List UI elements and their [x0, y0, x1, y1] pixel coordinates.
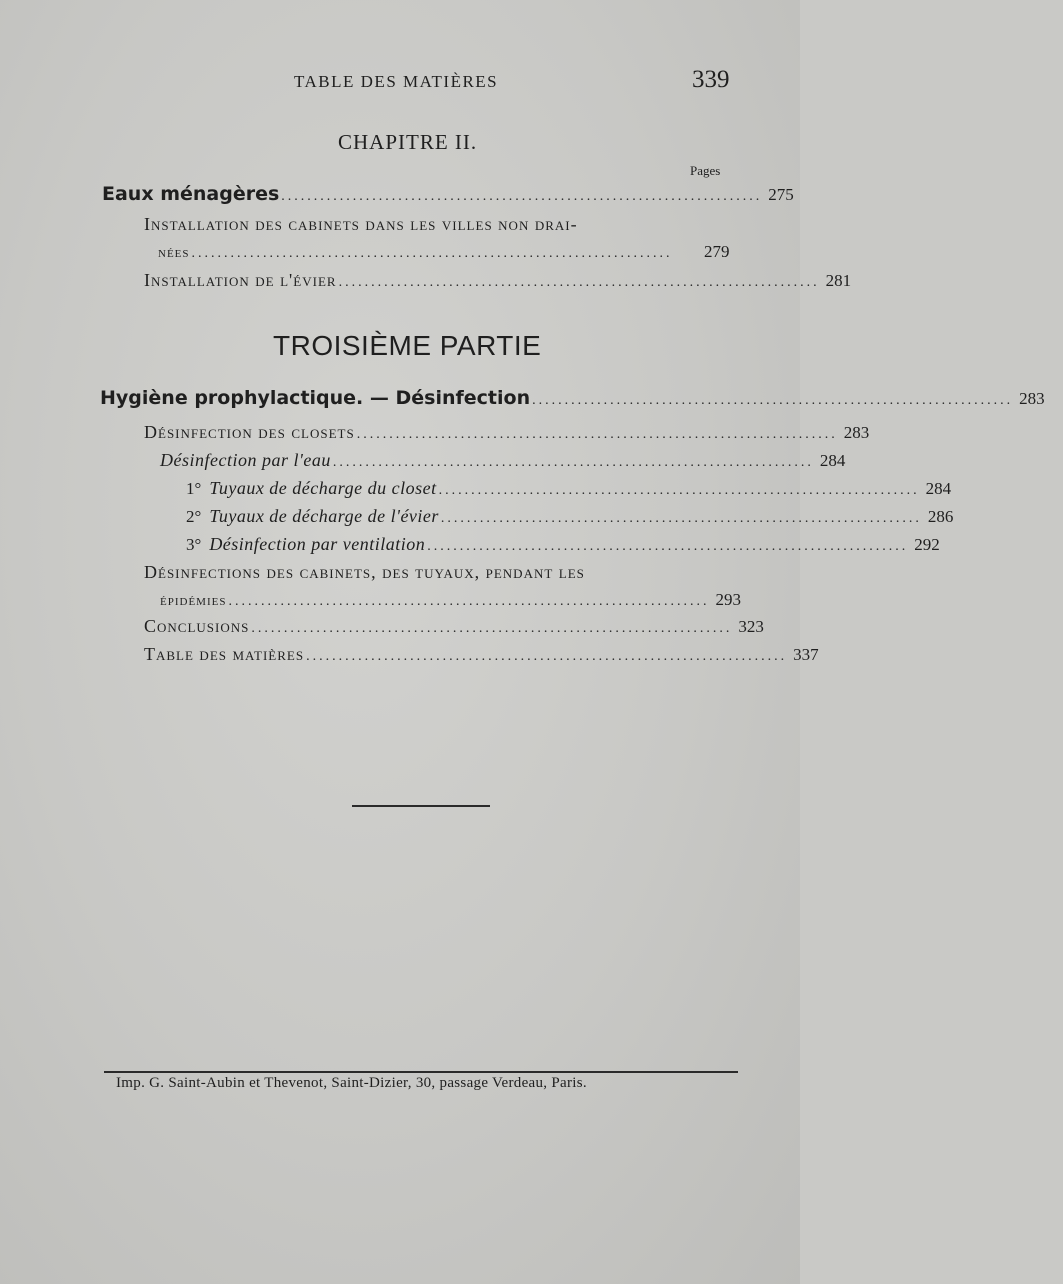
leader-dots: ..........................................................................	[438, 483, 920, 498]
toc-entry-table-matieres	[144, 640, 819, 668]
running-title: TABLE DES MATIÈRES	[294, 72, 499, 91]
toc-entry-text: Désinfection des closets	[144, 422, 355, 442]
toc-entry-page: 323	[738, 617, 764, 636]
toc-entry-installation-evier	[144, 266, 852, 294]
toc-entry-page: 279	[704, 242, 730, 261]
toc-entry-hygiene	[100, 384, 1045, 412]
toc-entry-installation-cabinets-cont	[158, 238, 748, 266]
toc-entry-text: Désinfection par l'eau	[160, 450, 331, 470]
toc-entry-page: 284	[819, 451, 846, 470]
toc-entry-desinfections-cabinets-cont	[160, 586, 748, 614]
toc-entry-continuation: nées	[158, 245, 190, 261]
toc-entry-desinfection-closets	[144, 418, 870, 446]
toc-entry-eaux-menageres	[102, 180, 794, 208]
toc-entry-page: 293	[715, 590, 741, 609]
toc-entry-text: Table des matières	[144, 644, 305, 664]
leader-dots: ..........................................................................	[228, 594, 710, 609]
leader-dots: ..........................................................................	[356, 427, 838, 442]
toc-entry-page: 286	[927, 507, 954, 526]
leader-dots: ..........................................................................	[281, 189, 763, 204]
toc-entry-conclusions	[144, 612, 764, 640]
toc-entry-tuyaux-evier	[186, 502, 954, 530]
toc-entry-text: Hygiène prophylactique. — Désinfection	[100, 387, 531, 409]
leader-dots: ..........................................................................	[191, 246, 673, 261]
toc-entry-page: 275	[768, 185, 794, 204]
toc-entry-text: Eaux ménagères	[102, 183, 280, 205]
pages-column-label: Pages	[690, 163, 721, 178]
toc-entry-page: 337	[793, 645, 819, 664]
toc-entry-number: 2°	[186, 507, 202, 526]
printer-imprint: Imp. G. Saint-Aubin et Thevenot, Saint-Dizier, 30, passage Verdeau, Paris.	[116, 1075, 587, 1091]
toc-entry-text: Conclusions	[144, 616, 250, 636]
leader-dots: ..........................................................................	[427, 539, 909, 554]
toc-entry-page: 281	[825, 271, 852, 290]
leader-dots: ..........................................................................	[440, 511, 922, 526]
part-heading: TROISIÈME PARTIE	[273, 330, 542, 361]
toc-entry-text: Installation de l'évier	[144, 270, 337, 290]
toc-entry-desinfections-cabinets: Désinfections des cabinets, des tuyaux, pendant les	[144, 562, 585, 582]
toc-entry-tuyaux-closet	[186, 474, 952, 502]
toc-entry-installation-cabinets: Installation des cabinets dans les villes non drai-	[144, 214, 578, 234]
toc-entry-page: 283	[1019, 389, 1045, 408]
page-number: 339	[692, 66, 730, 93]
toc-entry-page: 284	[925, 479, 952, 498]
toc-entry-text: Tuyaux de décharge de l'évier	[209, 506, 439, 526]
leader-dots: ..........................................................................	[338, 275, 820, 290]
toc-entry-continuation: épidémies	[160, 593, 227, 609]
toc-entry-text: Désinfection par ventilation	[209, 534, 426, 554]
leader-dots: ..........................................................................	[306, 649, 788, 664]
leader-dots: ..........................................................................	[251, 621, 733, 636]
toc-entry-page: 283	[843, 423, 870, 442]
toc-entry-number: 1°	[186, 479, 202, 498]
leader-dots: ..........................................................................	[332, 455, 814, 470]
toc-entry-ventilation	[186, 530, 940, 558]
leader-dots: ..........................................................................	[532, 393, 1014, 408]
footer-rule	[104, 1071, 738, 1073]
toc-entry-page: 292	[914, 535, 940, 554]
toc-entry-number: 3°	[186, 535, 202, 554]
toc-entry-desinfection-eau	[160, 446, 846, 474]
end-rule	[352, 805, 490, 807]
toc-entry-text: Tuyaux de décharge du closet	[209, 478, 437, 498]
chapter-title: CHAPITRE II.	[338, 130, 478, 154]
